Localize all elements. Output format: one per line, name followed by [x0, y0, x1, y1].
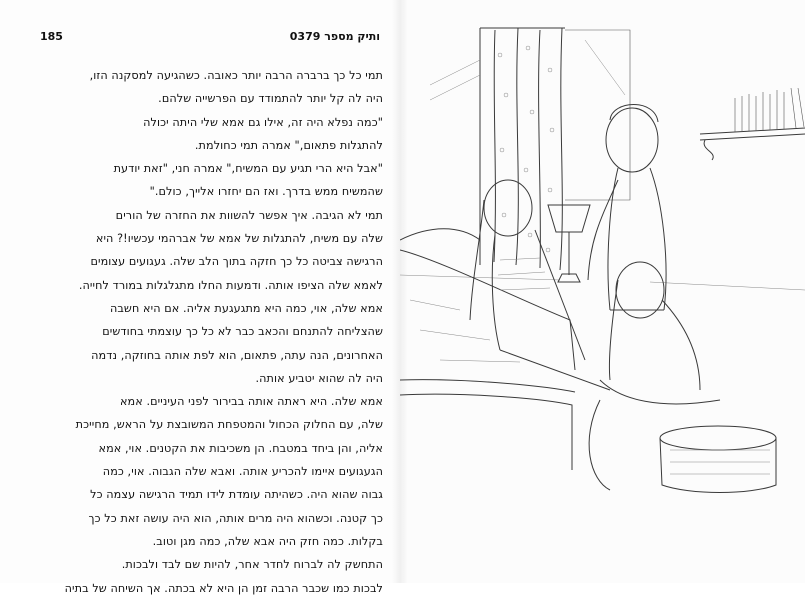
- text-line: התחשק לה לברוח לחדר אחר, להיות שם לבד ולבכות.: [121, 558, 383, 572]
- text-line: בקלות. כמה חזק היה אבא שלה, כמה מגן וטוב.: [152, 534, 383, 548]
- curtain: [480, 28, 565, 270]
- text-line: "אבל היא הרי תגיע עם המשיח," אמרה חני, "זאת יודעת: [113, 162, 383, 176]
- text-line: תמי כל כך ברברה הרבה יותר כאובה. כשהגיעה למסקנה הזו,: [89, 69, 383, 82]
- text-line: שלה, עם החלוק הכחול והמטפחת המשובצת על הראש, מחייכת: [75, 418, 383, 432]
- text-line: להתגלות פתאום," אמרה תמי כחולמת.: [194, 138, 383, 152]
- page-header: [40, 30, 380, 46]
- body-text: [38, 64, 383, 600]
- window: [430, 30, 630, 200]
- text-line: הגעגועים איימו להכריע אותה. ואבא שלה הגבוה. אוי, כמה: [102, 465, 383, 479]
- bookshelf: [700, 88, 805, 160]
- text-line: אמא שלה. היא ראתה אותה בבירור לפני העיניים. אמא: [119, 395, 383, 409]
- text-line: לאמא שלה הציפו אותה. ודמעות החלו מתגלגלות במורד לחייה.: [78, 278, 383, 292]
- text-line: שלה עם משיח, להתגלות של אמא של אברהמי עכשיו!? היא: [95, 232, 383, 246]
- text-line: תמי לא הגיבה. איך אפשר להשוות את החזרה של הורים: [115, 208, 383, 222]
- text-line: גבוה שהוא היה. כשהיתה עומדת לידו תמיד הרגישה עצמה כל: [90, 488, 383, 502]
- lamp: [548, 205, 590, 282]
- text-line: הרגישה צביטה כל כך חזקה בתוך הלב שלה. געגועים עצומים: [90, 255, 383, 269]
- text-line: אליה, והן ביחד במטבח. הן משכיבות את הקטנים. אוי, אמא: [98, 441, 383, 455]
- text-line: שהמשיח ממש בדרך. ואז הם יחזרו אלייך, כולם.": [149, 185, 383, 199]
- running-head: ותיק מספר 0379: [289, 30, 380, 43]
- stool: [660, 426, 776, 493]
- text-line: היה לה שהוא יטביע אותה.: [255, 371, 383, 385]
- left-page: [0, 0, 400, 595]
- text-line: כך קטנה. וכשהוא היה מרים אותה, הוא היה עושה זאת כל כך: [88, 511, 383, 525]
- girl-standing: [588, 105, 666, 311]
- text-line: לבכות כמו שכבר הרבה זמן הן היא לא בכתה. אך השיחה של בתיה: [64, 581, 383, 595]
- page-number: 185: [40, 30, 63, 43]
- illustration: [400, 0, 805, 583]
- text-line: אמא שלה, אוי, כמה היא מתגעגעת אליה. אם היא חשבה: [109, 301, 383, 315]
- text-line: היה לה קל יותר להתמודד עם הפרשייה שלהם.: [158, 92, 383, 106]
- text-line: שהצליחה להתנחם והכאב כבר לא כל כך עוצמתי בחודשים: [102, 325, 383, 339]
- text-line: האחרונים, הנה עתה, פתאום, הוא לפת אותה בחוזקה, נדמה: [91, 348, 383, 362]
- text-line: "כמה נפלא היה זה, אילו גם אמא שלי היתה יכולה: [143, 115, 383, 129]
- wall-line: [400, 275, 805, 290]
